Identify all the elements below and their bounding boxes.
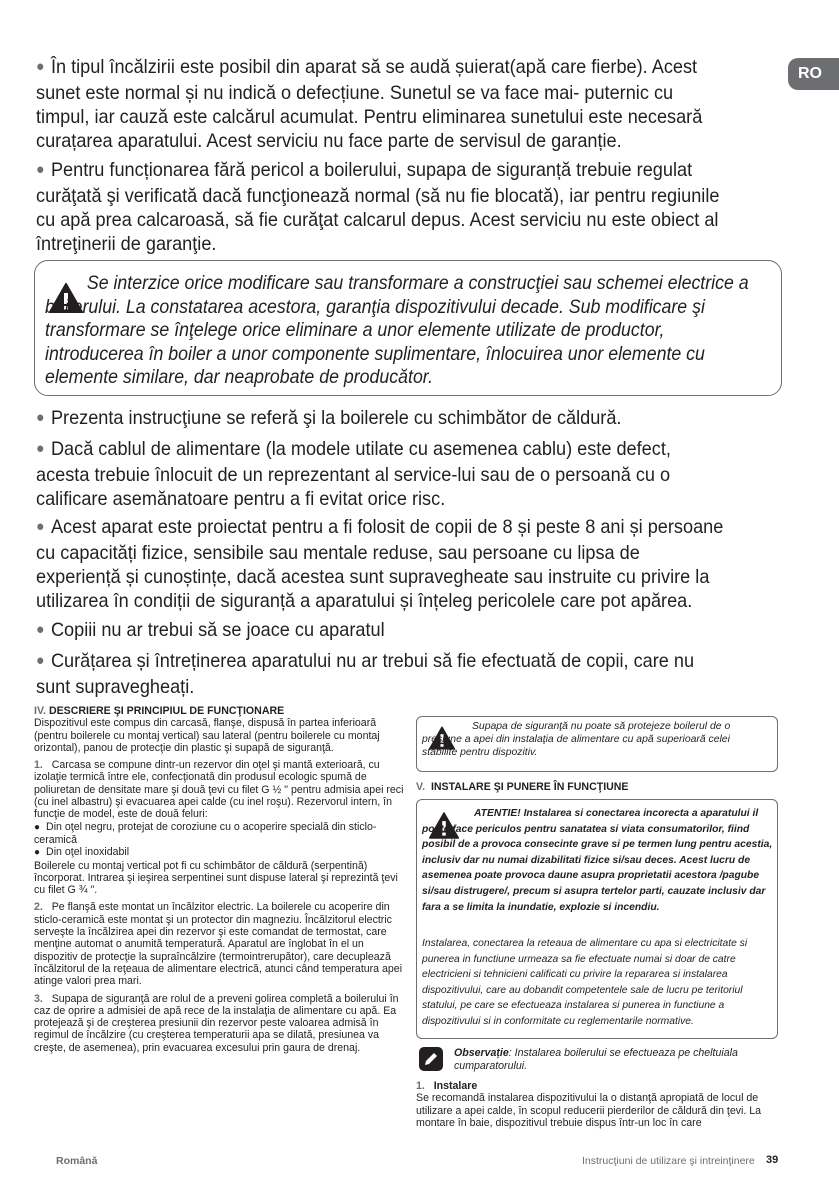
warning-box bbox=[34, 260, 782, 396]
safety-valve-warning bbox=[416, 716, 778, 772]
bullet-paragraph: ● Pentru funcționarea fără pericol a boilerului, supapa de siguranță trebuie regulat curăţată şi verificată dacă funcţionează normal (să nu fie blocată), iar pentru regiunile cu apă prea calcaroasă, să fie curăţat calcarul depus. Acest serviciu nu este obiect al întreţinerii de garanţie. bbox=[36, 159, 720, 255]
language-tab: RO bbox=[788, 58, 839, 90]
attention-text: Instalarea, conectarea la reteaua de alimentare cu apa si electricitate si punerea in functiune urmeaza sa fie efectuate numai si doar de catre electricieni si tehnicieni calificati cu privire la repararea si instalarea dispozitivului, care au dobandit competentele sale de lucru pe teritoriul statului, pe care se efectueaza instalarea si punerea in functiune a dispozitivului si in conformitate cu reglementarile normative. bbox=[422, 938, 748, 1027]
footer-language: Română bbox=[56, 1155, 98, 1167]
paragraph-1-tail: Boilerele cu montaj vertical pot fi cu schimbător de căldură (serpentină) încorporat. Intrarea şi ieşirea serpentinei sunt dispuse lateral şi reprezintă ţevi cu filet G ¾ ". bbox=[34, 859, 398, 897]
small-warning-text: Supapa de siguranţă nu poate să protejeze boilerul de o presiune a apei din instalaţia de alimentare cu apă superioară celei stabilite pentru dispozitiv. bbox=[422, 721, 731, 758]
paragraph-1: 1. Carcasa se compune dintr-un rezervor din oţel şi mantă exterioară, cu izolaţie termică între ele, confecţionată din produsul ecologic spumă de poliuretan de densitate mare şi două ţevi cu filet G ½ " pentru admisia apei reci (cu inel albastru) şi evacuarea apei calde (cu inel roşu). Rezervorul intern, în funcţie de model, este de două feluri: bbox=[34, 759, 404, 821]
bullet-paragraph: ● Copiii nu ar trebui să se joace cu aparatul bbox=[36, 619, 385, 641]
section-heading-v: V. INSTALARE ŞI PUNERE ÎN FUNCŢIUNE bbox=[416, 781, 629, 793]
bullet-paragraph: ● Acest aparat este proiectat pentru a fi folosit de copii de 8 și peste 8 ani și persoane cu capacități fizice, sensibile sau mentale reduse, sau persoane cu lipsa de experiență și cunoștințe, dacă acestea sunt supravegheate sau instruite cu privire la utilizarea în condiții de siguranță a aparatului și înțeleg pericolele care pot apărea. bbox=[36, 516, 724, 612]
note: Observație: Instalarea boilerului se efectueaza pe cheltuiala cumparatorului. bbox=[454, 1047, 738, 1072]
paragraph-2: 2. Pe flanşă este montat un încălzitor electric. La boilerele cu acoperire din sticlo-ceramică este montat şi un protector din magneziu. Încălzitorul electric serveşte la încălzirea apei din rezervor şi este comandat de termostat, care menţine automat o anumită temperatură. Aparatul are înglobat în el un dispozitiv de protecţie la supraîncălzire (termointrerupător), care decuplează încălzitorul de la reţeaua de alimentare electrică, atunci când temperatura apei atinge valori prea mari. bbox=[34, 901, 403, 988]
left-column bbox=[34, 705, 404, 1054]
section-heading-iv: IV. DESCRIERE ŞI PRINCIPIUL DE FUNCŢIONARE bbox=[34, 705, 285, 717]
paragraph-3: 3. Supapa de siguranţă are rolul de a preveni golirea completă a boilerului în caz de oprire a admisiei de apă rece de la instalaţia de alimentare cu apă. Ea protejează şi de creşterea presiunii din rezervor peste valoarea admisă în regimul de încălzire (cu creşterea temperaturii apa se dilată, presiunea va creşte, de asemenea), prin evacuarea excesului prin gaura de drenaj. bbox=[34, 992, 399, 1054]
bullet-paragraph: ● Dacă cablul de alimentare (la modele utilate cu asemenea cablu) este defect, acesta trebuie înlocuit de un reprezentant al service-lui sau de o persoană cu o calificare asemănatoare pentru a fi evitat orice risc. bbox=[36, 438, 671, 510]
bullet-paragraph: ● Curățarea și întreținerea aparatului nu ar trebui să fie efectuată de copii, care nu sunt supravegheați. bbox=[36, 650, 695, 698]
attention-bold-text: ATENTIE! Instalarea si conectarea incorecta a aparatului il poate face periculos pentru sanatatea si viata consumatorilor, fiind posibil de a provoca consecinte grave si pe termen lung pentru acestia, inclusiv dar nu numai dizabilitati fizice si/sau deces. Acest lucru de asemenea poate provoca daune asupra proprietatii acestora /pagube si/sau distrugere/, precum si asupra tertelor parti, cauzate inclusiv dar fara a se limita la inundatie, explozie si incendiu. bbox=[422, 808, 773, 913]
section-intro: Dispozitivul este compus din carcasă, flanşe, dispusă în partea inferioară (pentru boilerele cu montaj vertical) sau lateral (pentru boilerele cu montaj orizontal), panou de protecţie din plastic şi supapă de siguranţă. bbox=[34, 717, 380, 754]
footer-title: Instrucţiuni de utilizare şi intreinţinere bbox=[582, 1155, 755, 1167]
list-item: ● Din oţel negru, protejat de coroziune cu o acoperire specială din sticlo-ceramică bbox=[34, 820, 377, 846]
list-item: ● Din oţel inoxidabil bbox=[34, 846, 130, 859]
install-subsection: 1. Instalare Se recomandă instalarea dispozitivului la o distanţă apropiată de locul de utilizare a apei calde, în scopul reducerii pierderilor de căldură din ţevi. La montare în baie, dispozitivul trebuie dispus într-un loc în care bbox=[416, 1080, 762, 1129]
bullet-paragraph: ● Prezenta instrucţiune se referă şi la boilerele cu schimbător de căldură. bbox=[36, 407, 622, 429]
attention-box bbox=[416, 799, 778, 1039]
bullet-paragraph: ● În tipul încălzirii este posibil din aparat să se audă șuierat(apă care fierbe). Acest sunet este normal și nu indică o defecțiune. Sunetul se va face mai- puternic cu timpul, iar cauză este calcărul acumulat. Pentru eliminarea sunetului este necesară curațarea aparatului. Acest serviciu nu face parte de servisul de garanție. bbox=[36, 56, 703, 152]
page-number: 39 bbox=[766, 1154, 779, 1166]
note-icon bbox=[419, 1047, 443, 1071]
warning-text: Se interzice orice modificare sau transformare a construcţiei sau schemei electrice a boilerului. La constatarea acestora, garanţia dispozitivului decade. Sub modificare şi transformare se înţelege orice eliminare a unor elemente utilizate de productor, introducerea în boiler a unor componente suplimentare, înlocuirea unor elemente cu elemente similare, dar neaprobate de producător. bbox=[45, 272, 749, 388]
